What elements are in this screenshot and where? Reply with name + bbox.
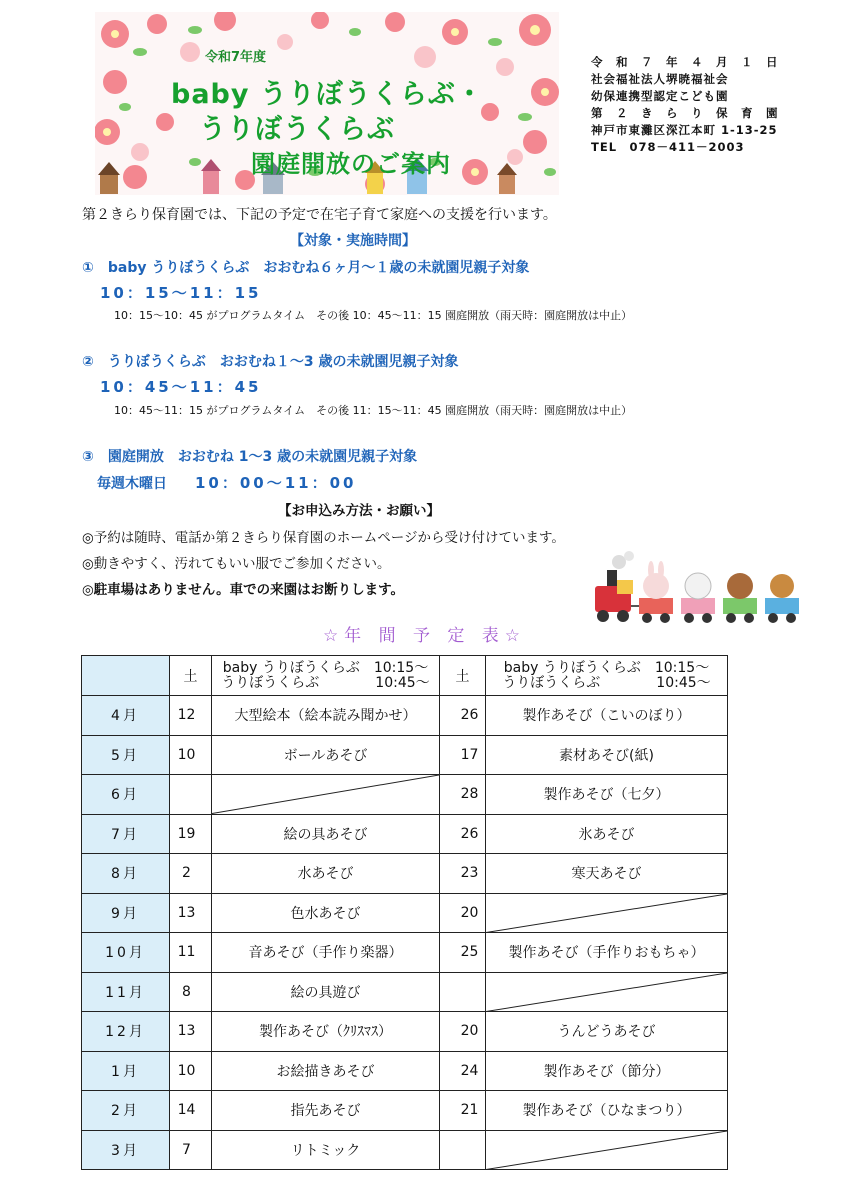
item3-heading: ③ 園庭開放 おおむね 1～3 歳の未就園児親子対象 [82,449,418,465]
first-date-cell: 13 [170,893,212,933]
notice-clothing: ◎動きやすく、汚れてもいい服でご参加ください。 [82,556,391,572]
first-date-cell [170,775,212,815]
empty-slash [486,894,727,933]
phone: TEL 078－411－2003 [591,140,745,154]
item1-time: 10：15～11：15 [100,284,262,302]
second-date-cell: 25 [440,933,486,973]
table-row [82,1012,728,1052]
header-line-uribou: うりぼうくらぶ 10:45～ [221,674,430,691]
first-activity-cell: 絵の具あそび [212,814,440,854]
banner-year: 令和7年度 [205,50,267,65]
first-date-cell: 14 [170,1091,212,1131]
month-cell: 1月 [82,1051,170,1091]
month-cell: 10月 [82,933,170,973]
second-date-cell: 20 [440,1012,486,1052]
first-date-cell: 11 [170,933,212,973]
header-line-uribou: うりぼうくらぶ 10:45～ [502,674,711,691]
banner-title-line3: 園庭開放のご案内 [251,150,451,178]
second-date-cell: 21 [440,1091,486,1131]
second-date-cell: 17 [440,735,486,775]
second-activity-cell: 製作あそび（節分） [486,1051,728,1091]
table-row [82,893,728,933]
month-cell: 4月 [82,696,170,736]
table-row [82,1051,728,1091]
item1-note: 10：15～10：45 がプログラムタイム その後 10：45～11：15 園庭開放（雨天時：園庭開放は中止） [114,309,633,322]
table-row [82,696,728,736]
header-line-baby: baby うりぼうくらぶ 10:15～ [503,659,710,676]
header-month-cell [82,656,170,696]
month-cell: 2月 [82,1091,170,1131]
second-activity-cell [486,1130,728,1170]
facility-name: 第 ２ き ら り 保 育 園 [591,106,779,120]
first-activity-cell: 指先あそび [212,1091,440,1131]
table-row [82,1091,728,1131]
second-date-cell [440,1130,486,1170]
address: 神戸市東灘区深江本町 1-13-25 [591,123,778,137]
first-activity-cell: 水あそび [212,854,440,894]
month-cell: 9月 [82,893,170,933]
table-row [82,854,728,894]
second-activity-cell: 製作あそび（ひなまつり） [486,1091,728,1131]
animal-train-illustration [589,550,809,632]
month-cell: 8月 [82,854,170,894]
second-activity-cell: うんどうあそび [486,1012,728,1052]
second-date-cell: 26 [440,696,486,736]
facility-type: 幼保連携型認定こども園 [591,89,729,103]
second-date-cell: 26 [440,814,486,854]
first-date-cell: 13 [170,1012,212,1052]
first-activity-cell: リトミック [212,1130,440,1170]
second-date-cell: 24 [440,1051,486,1091]
second-activity-cell: 製作あそび（七夕） [486,775,728,815]
table-row [82,972,728,1012]
intro-text: 第２きらり保育園では、下記の予定で在宅子育て家庭への支援を行います。 [82,207,557,223]
table-header-row [82,656,728,696]
month-cell: 12月 [82,1012,170,1052]
banner-title-line2: うりぼうくらぶ [199,114,395,145]
item2-time: 10：45～11：45 [100,378,262,396]
item3-day: 毎週木曜日 [97,476,167,492]
first-date-cell: 12 [170,696,212,736]
organization-info [591,54,779,156]
second-date-cell: 20 [440,893,486,933]
first-date-cell: 7 [170,1130,212,1170]
item2-heading: ② うりぼうくらぶ おおむね１～3 歳の未就園児親子対象 [82,354,459,370]
first-date-cell: 2 [170,854,212,894]
month-cell: 3月 [82,1130,170,1170]
second-date-cell: 23 [440,854,486,894]
second-activity-cell [486,972,728,1012]
banner [95,12,559,195]
notice-parking: ◎駐車場はありません。車での来園はお断りします。 [82,582,405,598]
item3-time: 10：00～11：00 [195,474,357,492]
month-cell: 11月 [82,972,170,1012]
schedule-title: ☆年 間 予 定 表☆ [322,626,527,646]
second-date-cell: 28 [440,775,486,815]
second-activity-cell: 製作あそび（こいのぼり） [486,696,728,736]
month-cell: 7月 [82,814,170,854]
table-row [82,933,728,973]
header-day-cell-1: 土 [170,656,212,696]
table-row [82,775,728,815]
second-activity-cell: 素材あそび(紙) [486,735,728,775]
item1-heading: ① baby うりぼうくらぶ おおむね６ヶ月～１歳の未就園児親子対象 [82,260,530,276]
first-activity-cell: お絵描きあそび [212,1051,440,1091]
first-activity-cell: 絵の具遊び [212,972,440,1012]
header-activity-cell-1 [212,656,440,696]
annual-schedule-table [81,655,728,1170]
first-activity-cell: 大型絵本（絵本読み聞かせ） [212,696,440,736]
target-section-heading: 【対象・実施時間】 [290,233,416,249]
empty-slash [212,775,439,814]
header-activity-cell-2 [486,656,728,696]
second-activity-cell: 製作あそび（手作りおもちゃ） [486,933,728,973]
month-cell: 5月 [82,735,170,775]
month-cell: 6月 [82,775,170,815]
first-activity-cell: 色水あそび [212,893,440,933]
second-date-cell [440,972,486,1012]
second-activity-cell: 寒天あそび [486,854,728,894]
header-day-cell-2: 土 [440,656,486,696]
apply-section-heading: 【お申込み方法・お願い】 [278,503,440,519]
first-activity-cell: 製作あそび（ｸﾘｽﾏｽ） [212,1012,440,1052]
empty-slash [486,1131,727,1170]
header-line-baby: baby うりぼうくらぶ 10:15～ [222,659,429,676]
table-row [82,1130,728,1170]
second-activity-cell: 氷あそび [486,814,728,854]
banner-title-line1: baby うりぼうくらぶ・ [171,79,484,110]
table-row [82,735,728,775]
issue-date: 令 和 ７ 年 ４ 月 １ 日 [591,55,779,69]
first-date-cell: 19 [170,814,212,854]
first-date-cell: 8 [170,972,212,1012]
notice-reservation: ◎予約は随時、電話か第２きらり保育園のホームページから受け付けています。 [82,530,565,546]
first-activity-cell: ボールあそび [212,735,440,775]
second-activity-cell [486,893,728,933]
table-row [82,814,728,854]
first-activity-cell: 音あそび（手作り楽器） [212,933,440,973]
item2-note: 10：45～11：15 がプログラムタイム その後 11：15～11：45 園庭開放（雨天時：園庭開放は中止） [114,404,633,417]
first-activity-cell [212,775,440,815]
first-date-cell: 10 [170,735,212,775]
empty-slash [486,973,727,1012]
first-date-cell: 10 [170,1051,212,1091]
corporation-name: 社会福祉法人堺暁福祉会 [591,72,729,86]
